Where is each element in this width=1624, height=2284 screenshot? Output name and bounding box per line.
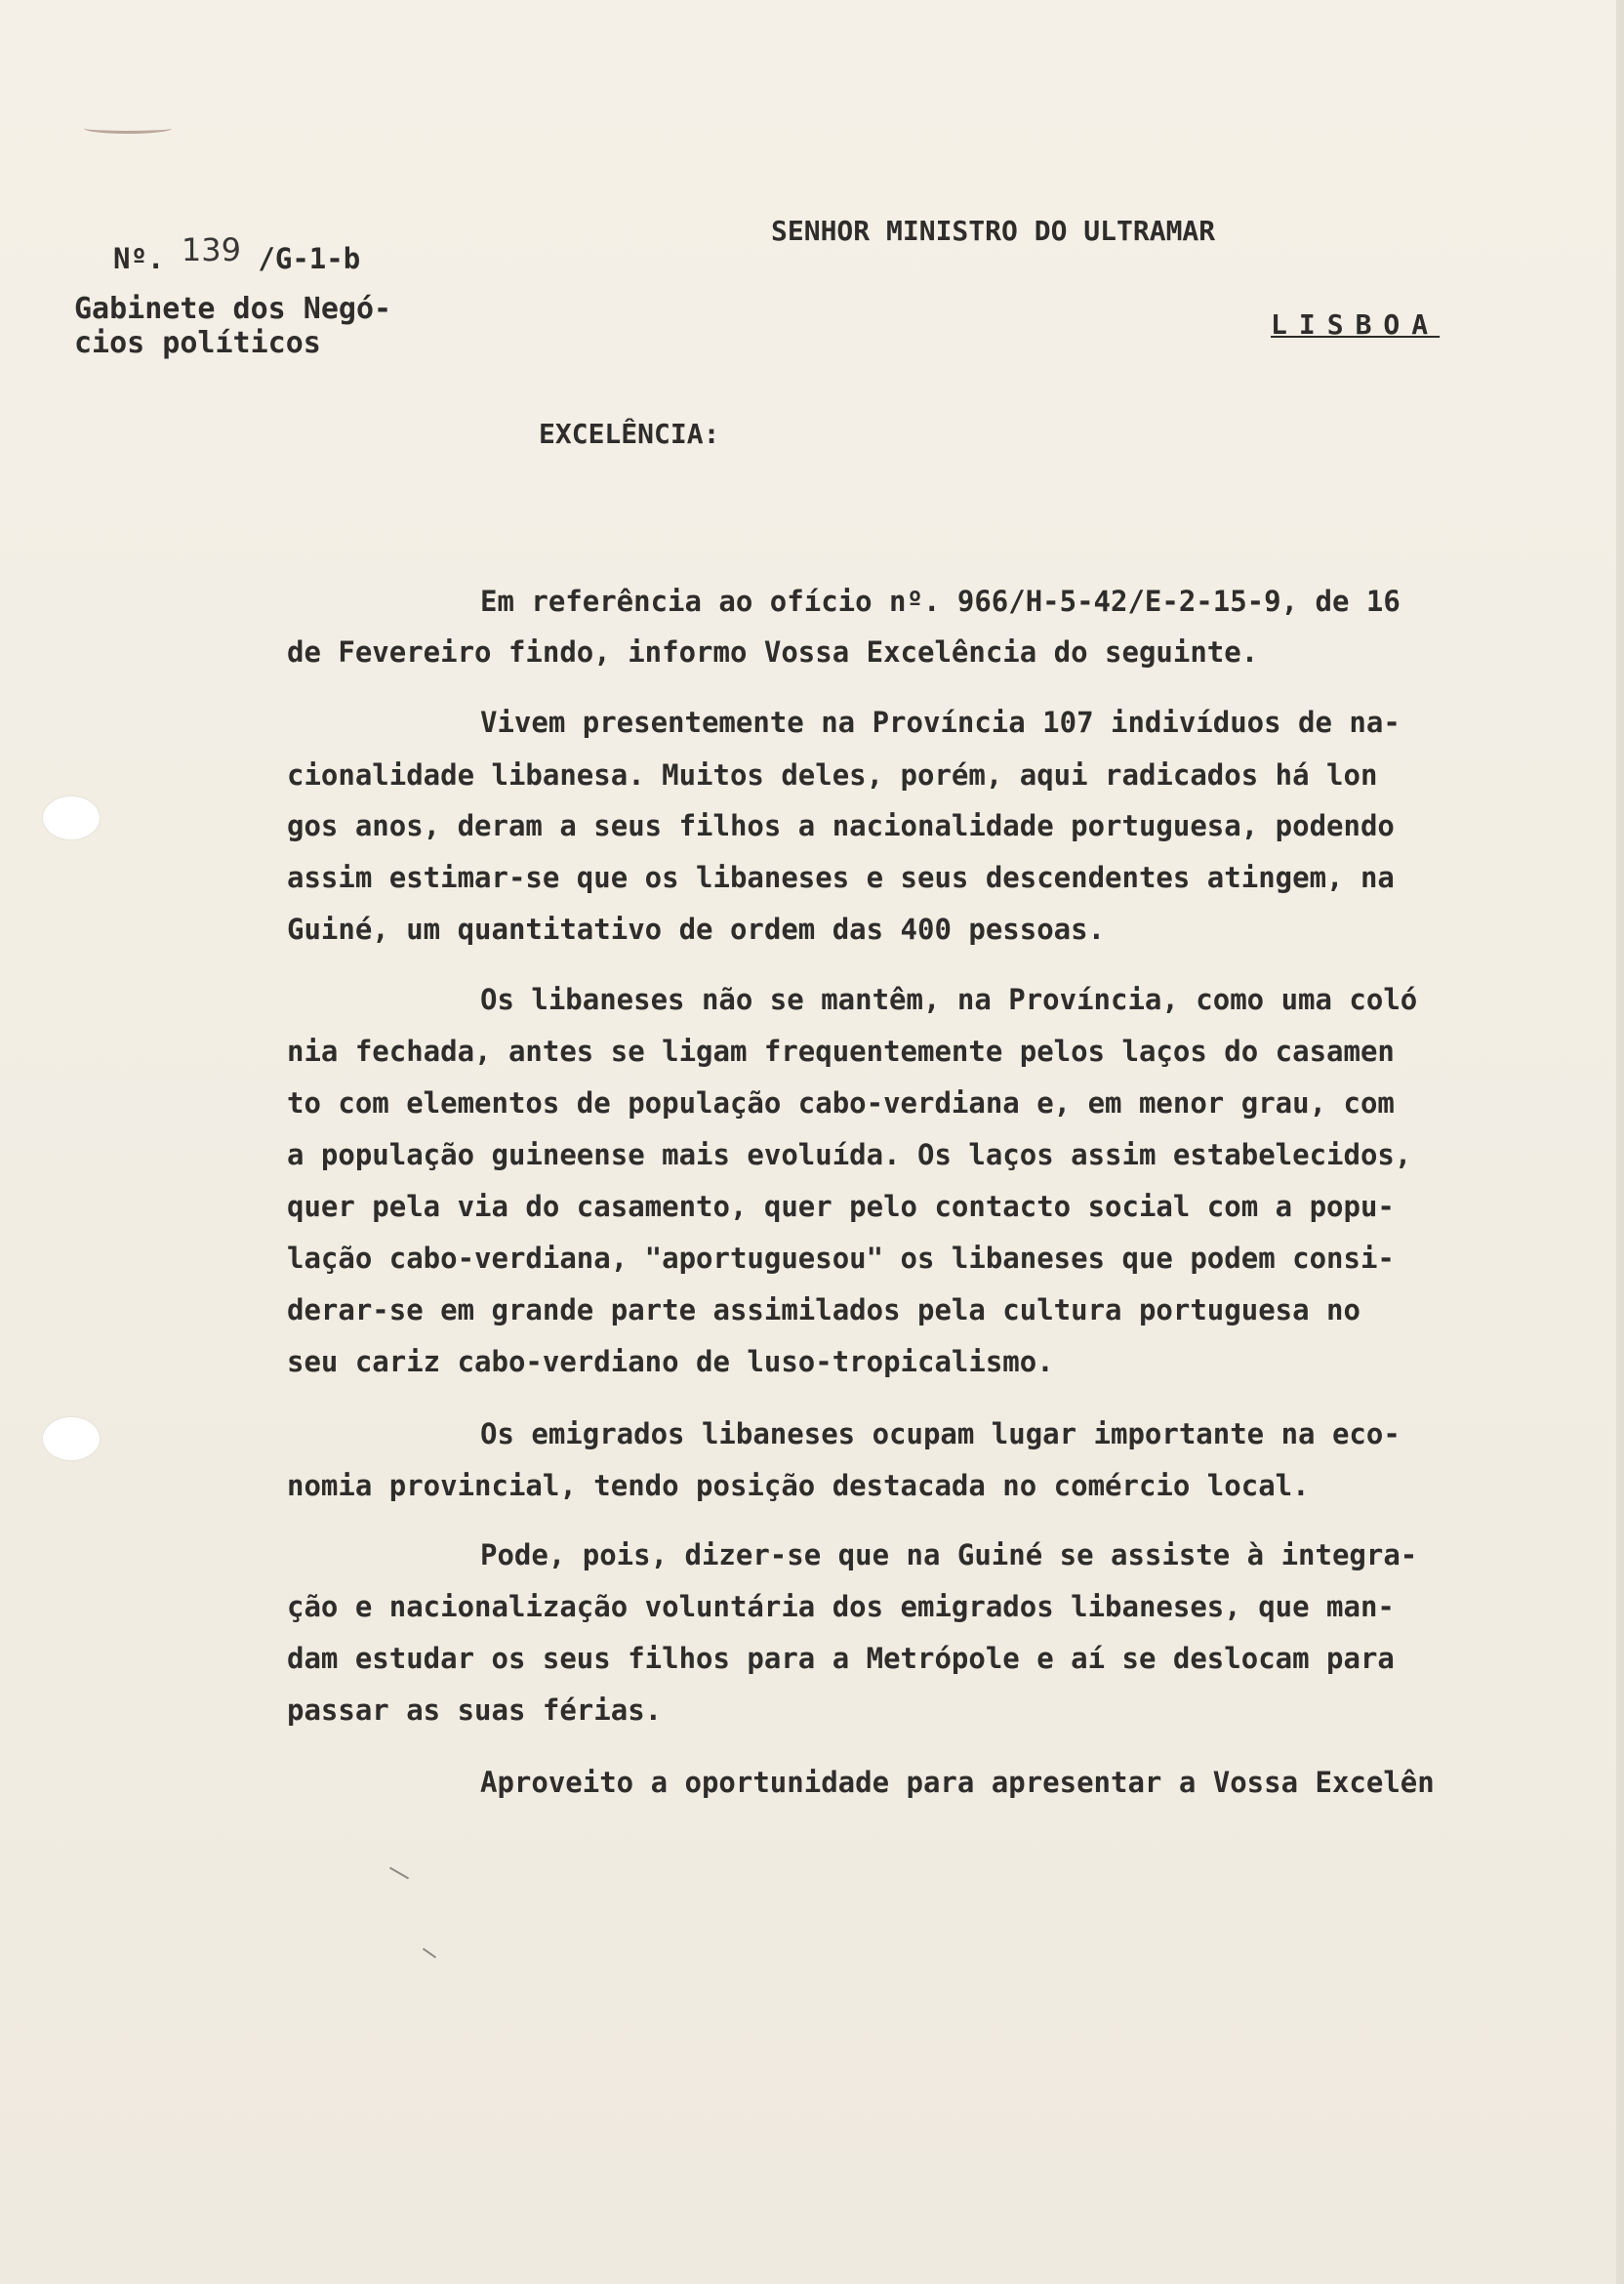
reference-number bbox=[113, 232, 360, 285]
body-line: Os libaneses não se mantêm, na Província, como uma coló bbox=[480, 983, 1418, 1016]
body-line: Pode, pois, dizer-se que na Guiné se assiste à integra- bbox=[480, 1538, 1418, 1571]
pencil-tick-mark bbox=[423, 1948, 436, 1959]
body-line: derar-se em grande parte assimilados pela cultura portuguesa no bbox=[287, 1293, 1360, 1326]
body-line: Vivem presentemente na Província 107 indivíduos de na- bbox=[480, 706, 1401, 739]
reference-prefix: Nº. bbox=[113, 242, 165, 275]
reference-handwritten-number: 139 bbox=[181, 231, 241, 268]
body-line: nomia provincial, tendo posição destacada no comércio local. bbox=[287, 1469, 1310, 1502]
recipient-title: SENHOR MINISTRO DO ULTRAMAR bbox=[771, 215, 1216, 247]
body-line: to com elementos de população cabo-verdiana e, em menor grau, com bbox=[287, 1086, 1395, 1120]
body-line: gos anos, deram a seus filhos a nacionalidade portuguesa, podendo bbox=[287, 809, 1395, 842]
recipient-city: LISBOA bbox=[1271, 308, 1441, 341]
reference-suffix: /G-1-b bbox=[258, 242, 361, 275]
department-line-2: cios políticos bbox=[74, 326, 321, 360]
body-line: cionalidade libanesa. Muitos deles, porém, aqui radicados há lon bbox=[287, 758, 1378, 792]
department-line-1: Gabinete dos Negó- bbox=[74, 292, 392, 326]
body-line: de Fevereiro findo, informo Vossa Excelência do seguinte. bbox=[287, 635, 1259, 669]
body-line: lação cabo-verdiana, "aportuguesou" os libaneses que podem consi- bbox=[287, 1242, 1395, 1275]
page-edge bbox=[1616, 0, 1624, 2284]
body-line: Guiné, um quantitativo de ordem das 400 pessoas. bbox=[287, 913, 1106, 946]
body-line: seu cariz cabo-verdiano de luso-tropicalismo. bbox=[287, 1345, 1054, 1378]
body-line: nia fechada, antes se ligam frequentemente pelos laços do casamen bbox=[287, 1035, 1395, 1068]
body-line: dam estudar os seus filhos para a Metrópole e aí se deslocam para bbox=[287, 1642, 1395, 1675]
staple-mark bbox=[84, 123, 172, 134]
body-line: ção e nacionalização voluntária dos emigrados libaneses, que man- bbox=[287, 1590, 1395, 1623]
body-line: passar as suas férias. bbox=[287, 1693, 663, 1727]
body-line: quer pela via do casamento, quer pelo contacto social com a popu- bbox=[287, 1190, 1395, 1223]
body-line: Aproveito a oportunidade para apresentar a Vossa Excelên bbox=[480, 1766, 1435, 1799]
pencil-tick-mark bbox=[389, 1867, 409, 1880]
body-line: Em referência ao ofício nº. 966/H-5-42/E-2-15-9, de 16 bbox=[480, 585, 1401, 618]
body-line: Os emigrados libaneses ocupam lugar importante na eco- bbox=[480, 1417, 1401, 1450]
punch-hole-upper bbox=[43, 796, 100, 839]
punch-hole-lower bbox=[43, 1417, 100, 1460]
body-line: assim estimar-se que os libaneses e seus descendentes atingem, na bbox=[287, 861, 1395, 894]
body-line: a população guineense mais evoluída. Os laços assim estabelecidos, bbox=[287, 1138, 1412, 1171]
salutation: EXCELÊNCIA: bbox=[539, 418, 720, 450]
